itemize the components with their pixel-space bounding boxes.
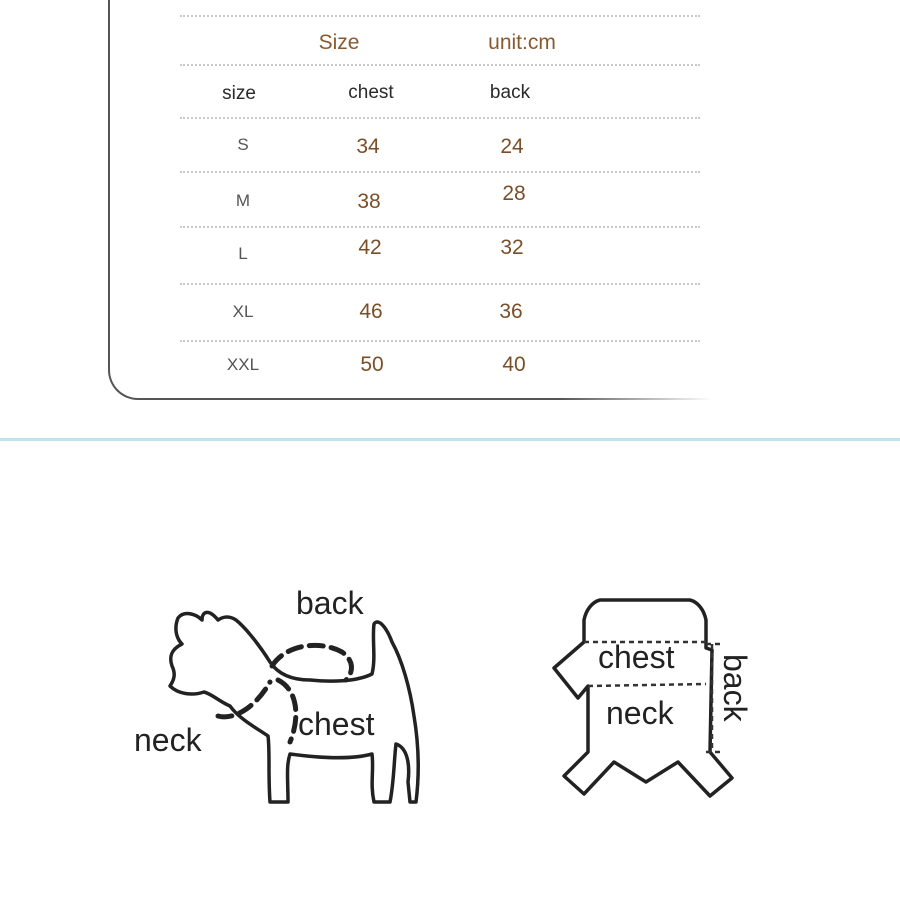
dog-neck-label: neck xyxy=(134,722,202,758)
row-divider xyxy=(180,226,700,228)
row-size-s: S xyxy=(237,135,249,154)
row-divider xyxy=(180,64,700,66)
chart-title: Size xyxy=(318,31,360,54)
dog-measurement-diagram xyxy=(120,570,440,830)
header-back: back xyxy=(489,82,531,103)
garment-back-label: back xyxy=(717,654,753,722)
neck-measure-line xyxy=(588,684,706,686)
row-back-xl: 36 xyxy=(499,300,523,323)
row-size-xl: XL xyxy=(232,302,254,321)
row-chest-m: 38 xyxy=(357,190,381,213)
row-size-m: M xyxy=(235,191,251,210)
row-back-xxl: 40 xyxy=(502,353,526,376)
row-back-s: 24 xyxy=(500,135,524,158)
row-divider xyxy=(180,171,700,173)
row-size-xxl: XXL xyxy=(226,355,260,374)
row-chest-l: 42 xyxy=(358,236,382,259)
row-divider xyxy=(180,283,700,285)
garment-neck-label: neck xyxy=(606,695,674,731)
neck-measure-line xyxy=(218,682,270,717)
garment-chest-label: chest xyxy=(598,639,675,675)
row-chest-xxl: 50 xyxy=(360,353,384,376)
row-chest-xl: 46 xyxy=(359,300,383,323)
section-divider xyxy=(0,438,900,441)
frame-fade xyxy=(560,0,900,410)
chest-measure-line xyxy=(278,680,296,742)
dog-chest-label: chest xyxy=(298,706,375,742)
garment-measurement-diagram xyxy=(540,580,780,830)
row-divider xyxy=(180,15,700,17)
row-divider xyxy=(180,340,700,342)
row-divider xyxy=(180,117,700,119)
row-chest-s: 34 xyxy=(356,135,380,158)
dog-back-label: back xyxy=(296,585,364,621)
header-size: size xyxy=(222,83,256,104)
row-size-l: L xyxy=(238,244,248,263)
row-back-m: 28 xyxy=(502,182,526,205)
header-chest: chest xyxy=(348,82,394,103)
row-back-l: 32 xyxy=(500,236,524,259)
chart-unit: unit:cm xyxy=(488,31,556,54)
